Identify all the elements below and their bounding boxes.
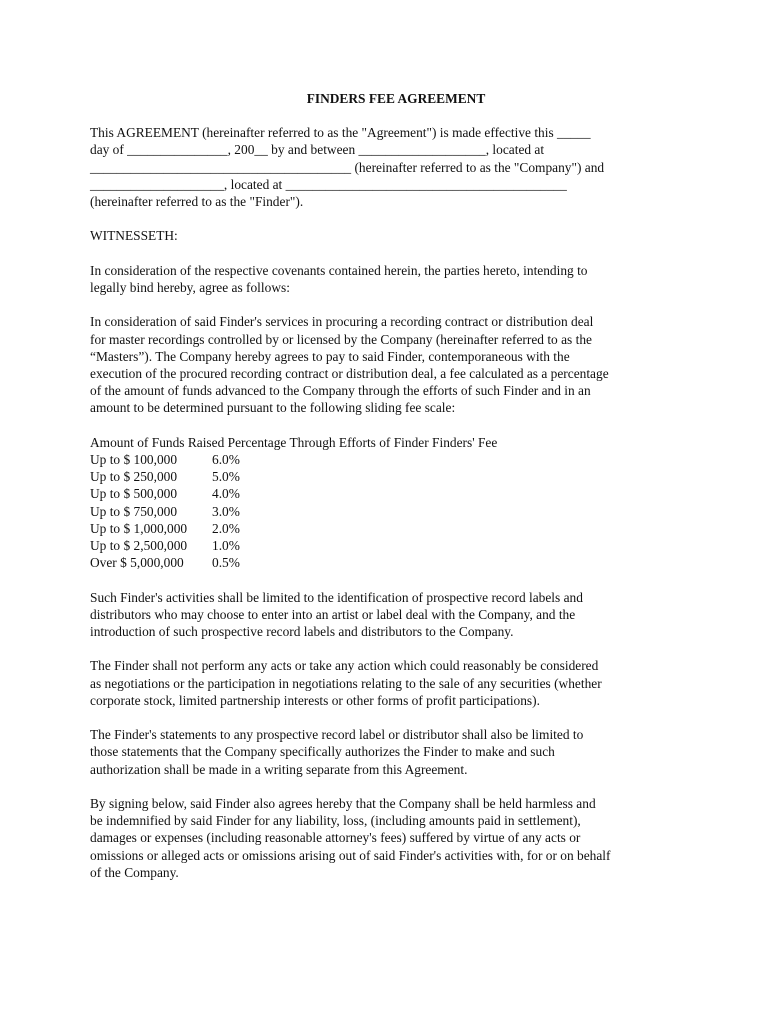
fee-amount: Up to $ 750,000 — [90, 503, 178, 519]
negotiation-line: The Finder shall not perform any acts or take any action which could reasonably be considered — [90, 658, 599, 674]
witnesseth-heading: WITNESSETH: — [90, 228, 178, 244]
intro-line: (hereinafter referred to as the "Finder"). — [90, 194, 304, 210]
activities-line: Such Finder's activities shall be limited to the identification of prospective record labels and — [90, 589, 583, 605]
fee-amount: Up to $ 250,000 — [90, 469, 178, 485]
indemnity-line: omissions or alleged acts or omissions arising out of said Finder's activities with, for or on behalf — [90, 847, 611, 863]
intro-line: ____________________, located at __________________________________________ — [90, 176, 567, 192]
negotiation-paragraph — [90, 657, 690, 709]
activities-line: distributors who may choose to enter into an artist or label deal with the Company, and the — [90, 606, 576, 622]
fee-scale-row — [90, 451, 690, 468]
indemnity-paragraph — [90, 795, 690, 881]
fee-amount: Up to $ 2,500,000 — [90, 538, 188, 554]
fee-percentage: 3.0% — [212, 503, 240, 519]
activities-line: introduction of such prospective record labels and distributors to the Company. — [90, 624, 514, 640]
statements-paragraph — [90, 726, 690, 778]
fee-amount: Up to $ 500,000 — [90, 486, 178, 502]
intro-paragraph — [90, 124, 690, 210]
document-title: FINDERS FEE AGREEMENT — [306, 91, 486, 106]
document-page — [90, 90, 690, 898]
services-line: of the amount of funds advanced to the Company through the efforts of such Finder and in an — [90, 383, 591, 399]
fee-amount: Up to $ 1,000,000 — [90, 520, 188, 536]
fee-scale-table — [90, 434, 690, 572]
fee-percentage: 6.0% — [212, 452, 240, 467]
fee-scale-row — [90, 537, 690, 554]
activities-paragraph — [90, 589, 690, 641]
intro-line: This AGREEMENT (hereinafter referred to as the "Agreement") is made effective this _____ — [90, 125, 591, 141]
indemnity-line: damages or expenses (including reasonable attorney's fees) suffered by virtue of any acts or — [90, 830, 581, 846]
services-line: In consideration of said Finder's services in procuring a recording contract or distribution deal — [90, 314, 594, 330]
statements-line: those statements that the Company specifically authorizes the Finder to make and such — [90, 744, 555, 760]
fee-scale-row — [90, 503, 690, 520]
fee-scale-header: Amount of Funds Raised Percentage Through Efforts of Finder Finders' Fee — [90, 434, 498, 450]
fee-percentage: 4.0% — [212, 486, 240, 502]
consideration-line: In consideration of the respective covenants contained herein, the parties hereto, intending to — [90, 262, 588, 278]
negotiation-line: as negotiations or the participation in negotiations relating to the sale of any securities (whether — [90, 675, 602, 691]
indemnity-line: be indemnified by said Finder for any liability, loss, (including amounts paid in settlement), — [90, 813, 581, 829]
intro-line: day of _______________, 200__ by and between ___________________, located at — [90, 142, 545, 158]
services-line: for master recordings controlled by or licensed by the Company (hereinafter referred to as the — [90, 331, 592, 347]
fee-percentage: 1.0% — [212, 538, 240, 554]
indemnity-line: of the Company. — [90, 864, 179, 880]
fee-scale-row — [90, 485, 690, 502]
fee-scale-row — [90, 554, 690, 571]
services-line: “Masters”). The Company hereby agrees to pay to said Finder, contemporaneous with the — [90, 348, 570, 364]
fee-percentage: 0.5% — [212, 555, 240, 571]
indemnity-line: By signing below, said Finder also agrees hereby that the Company shall be held harmless and — [90, 796, 596, 811]
services-line: amount to be determined pursuant to the following sliding fee scale: — [90, 400, 456, 416]
services-paragraph — [90, 313, 690, 416]
consideration-line: legally bind hereby, agree as follows: — [90, 280, 290, 295]
fee-percentage: 2.0% — [212, 520, 240, 536]
statements-line: authorization shall be made in a writing separate from this Agreement. — [90, 761, 468, 777]
fee-amount: Up to $ 100,000 — [90, 452, 178, 467]
intro-line: _______________________________________ (hereinafter referred to as the "Company") and — [90, 159, 605, 175]
fee-scale-row — [90, 520, 690, 537]
negotiation-line: corporate stock, limited partnership interests or other forms of profit participations). — [90, 692, 540, 708]
fee-percentage: 5.0% — [212, 469, 240, 485]
consideration-paragraph — [90, 262, 690, 296]
services-line: execution of the procured recording contract or distribution deal, a fee calculated as a percentage — [90, 366, 609, 381]
fee-amount: Over $ 5,000,000 — [90, 555, 184, 571]
fee-scale-row — [90, 468, 690, 485]
statements-line: The Finder's statements to any prospective record label or distributor shall also be limited to — [90, 727, 584, 743]
